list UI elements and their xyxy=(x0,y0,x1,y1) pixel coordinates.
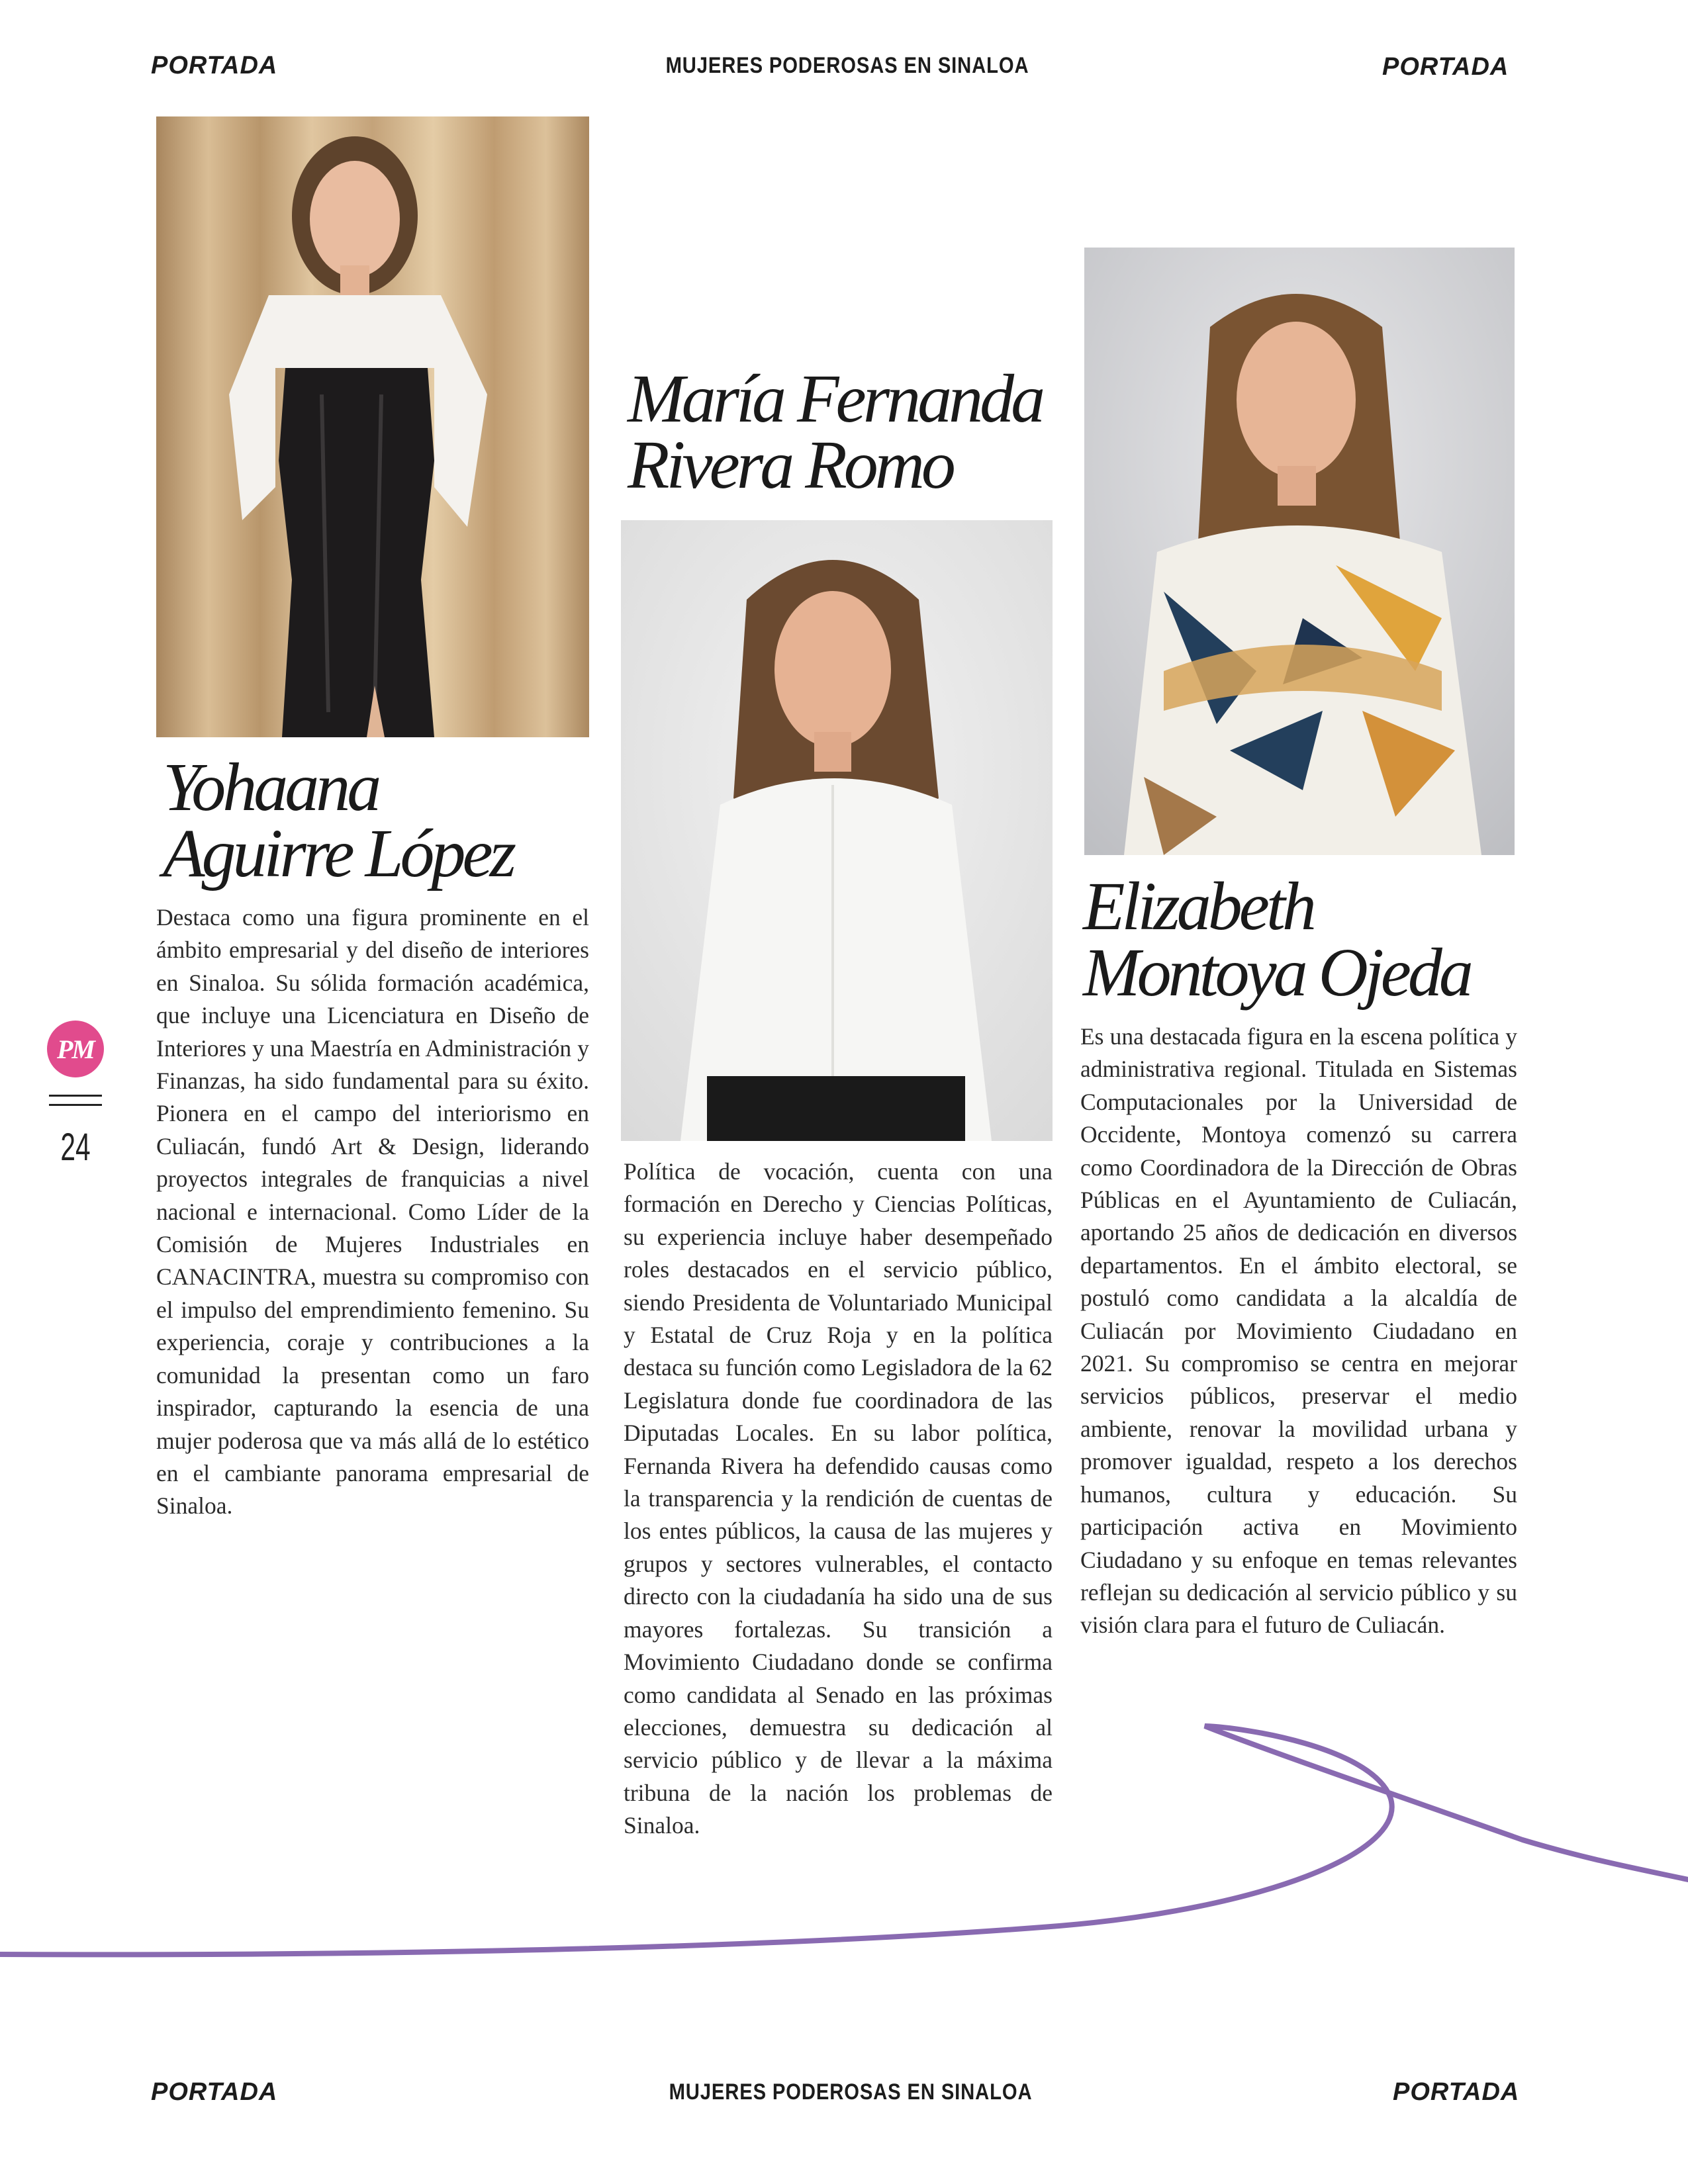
header-magazine-title: MUJERES PODEROSAS EN SINALOA xyxy=(665,53,1029,78)
footer-magazine-title: MUJERES PODEROSAS EN SINALOA xyxy=(669,2079,1033,2105)
header-section-right: PORTADA xyxy=(1382,53,1509,81)
profile-bio-maria-fernanda: Política de vocación, cuenta con una formación en Derecho y Ciencias Políticas, su experiencia incluye haber desempeñado roles destacados en el servicio público, siendo Presidenta de Voluntariado Municipal y Estatal de Cruz Roja y en la política destaca su función como Legisladora de la 62 Legislatura donde fue coordinadora de las Diputadas Locales. En su labor política, Fernanda Rivera ha defendido causas como la transparencia y la rendición de cuentas de los entes públicos, la causa de las mujeres y grupos y sectores vulnerables, el contacto directo con la ciudadanía ha sido una de sus mayores fortalezas. Su transición a Movimiento Ciudadano donde se confirma como candidata al Senado en las próximas elecciones, demuestra su dedicación al servicio público y de llevar a la máxima tribuna de la nación los problemas de Sinaloa. xyxy=(624,1158,1053,1839)
profile-name-line2: Aguirre López xyxy=(163,815,514,891)
profile-name-elizabeth xyxy=(1083,868,1470,1011)
magazine-logo-badge: PM xyxy=(47,1021,104,1077)
portrait-maria-fernanda-rivera xyxy=(621,520,1053,1141)
profile-name-line1: Elizabeth xyxy=(1083,868,1313,944)
portrait-yohaana-aguirre xyxy=(156,116,589,737)
divider-rule xyxy=(49,1104,102,1106)
profile-bio-yohaana: Destaca como una figura prominente en el ámbito empresarial y del diseño de interiores en Sinaloa. Su sólida formación académica, que incluye una Licenciatura en Diseño de Interiores y una Maestría en Administración y Finanzas, ha sido fundamental para su éxito. Pionera en el campo del interiorismo en Culiacán, fundó Art & Design, liderando proyectos integrales de franquicias a nivel nacional e internacional. Como Líder de la Comisión de Mujeres Industriales en CANACINTRA, muestra su compromiso con el impulso del emprendimiento femenino. Su experiencia, coraje y contribuciones a la comunidad la presentan como un faro inspirador, capturando la esencia de una mujer poderosa que va más allá de lo estético en el cambiante panorama empresarial de Sinaloa. xyxy=(156,904,589,1520)
profile-bio-elizabeth: Es una destacada figura en la escena política y administrativa regional. Titulada en Sistemas Computacionales por la Universidad de Occidente, Montoya comenzó su carrera como Coordinadora de la Dirección de Obras Públicas en el Ayuntamiento de Culiacán, aportando 25 años de dedicación en diversos departamentos. En el ámbito electoral, se postuló como candidata a la alcaldía de Culiacán por Movimiento Ciudadano en 2021. Su compromiso se centra en mejorar servicios públicos, preservar el medio ambiente, renovar la movilidad urbana y promover igualdad, respeto a los derechos humanos, cultura y educación. Su participación activa en Movimiento Ciudadano y su enfoque en temas relevantes reflejan su dedicación al servicio público y su visión clara para el futuro de Culiacán. xyxy=(1080,1023,1517,1639)
profile-name-line1: Yohaana xyxy=(163,749,379,825)
profile-name-yohaana xyxy=(163,749,514,891)
header-section-left: PORTADA xyxy=(151,52,278,79)
profile-name-line2: Montoya Ojeda xyxy=(1083,934,1470,1011)
footer-section-left: PORTADA xyxy=(151,2078,278,2106)
profile-name-line1: María Fernanda xyxy=(628,361,1043,437)
profile-name-maria-fernanda xyxy=(628,361,1043,503)
portrait-elizabeth-montoya xyxy=(1084,248,1515,855)
page-number: 24 xyxy=(60,1126,91,1169)
profile-name-line2: Rivera Romo xyxy=(628,427,953,503)
footer-section-right: PORTADA xyxy=(1393,2078,1520,2106)
decorative-swoosh-line xyxy=(0,1688,1688,1985)
divider-rule xyxy=(49,1095,102,1097)
